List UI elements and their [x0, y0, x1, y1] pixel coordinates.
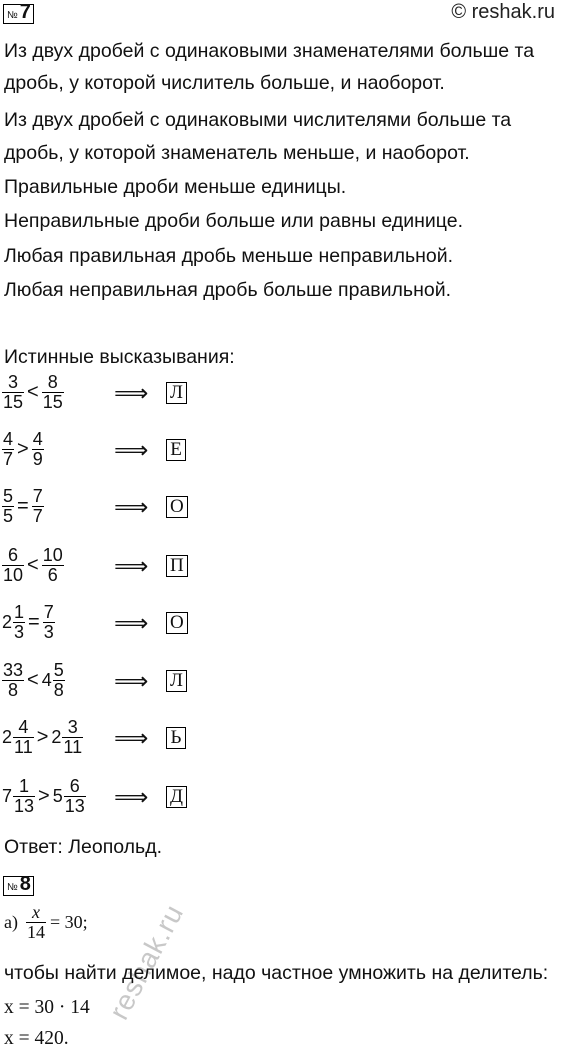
- fraction-numerator: 6: [8, 545, 19, 565]
- comparison-sign: <: [27, 669, 39, 691]
- fraction-denominator: 5: [3, 506, 14, 526]
- mixed-number: [2, 603, 25, 642]
- fraction: [62, 718, 83, 757]
- fraction-numerator: 4: [32, 429, 43, 449]
- explanation-text: чтобы найти делимое, надо частное умножить на делитель:: [4, 962, 549, 984]
- fraction-numerator: 3: [67, 717, 78, 737]
- implies-arrow-icon: ⟹: [114, 666, 149, 695]
- inequality: [2, 546, 114, 585]
- implies-arrow-icon: ⟹: [114, 723, 149, 752]
- answer-letter-box: Л: [166, 382, 187, 404]
- fraction-numerator: 5: [53, 660, 64, 680]
- fraction-denominator: 15: [42, 392, 63, 412]
- fraction-denominator: 15: [3, 392, 24, 412]
- mixed-number: [2, 718, 34, 757]
- fraction-numerator: 4: [18, 717, 29, 737]
- fraction-numerator: 3: [8, 372, 19, 392]
- fraction-numerator: 4: [3, 429, 14, 449]
- inequality: [2, 430, 114, 469]
- whole-part: 4: [41, 670, 52, 690]
- fraction: [43, 603, 55, 642]
- answer-letter-box: О: [166, 612, 188, 634]
- true-statements-heading: Истинные высказывания:: [4, 346, 235, 368]
- statement-row: [2, 777, 202, 816]
- fraction: [2, 430, 14, 469]
- mixed-number: [42, 546, 64, 585]
- answer-letter-box: Д: [166, 786, 187, 808]
- fraction-denominator: 13: [14, 796, 35, 816]
- fraction-numerator: 10: [42, 545, 63, 565]
- fraction-numerator: x: [31, 902, 40, 922]
- inequality: [2, 487, 114, 526]
- inequality: [2, 718, 114, 757]
- implies-arrow-icon: ⟹: [114, 492, 149, 521]
- equation-row: [4, 903, 88, 942]
- rule-line: Правильные дроби меньше единицы.: [4, 176, 347, 198]
- statement-row: [2, 603, 202, 642]
- fraction-denominator: 3: [43, 622, 54, 642]
- inequality: [2, 777, 114, 816]
- implies-arrow-icon: ⟹: [114, 782, 149, 811]
- implies-arrow-icon: ⟹: [114, 551, 149, 580]
- rule-line: дробь, у которой числитель больше, и наоборот.: [4, 72, 445, 94]
- implies-arrow-icon: ⟹: [114, 435, 149, 464]
- fraction-numerator: 5: [3, 486, 14, 506]
- fraction-denominator: 14: [26, 922, 45, 942]
- rule-line: Из двух дробей с одинаковыми числителями больше та: [4, 109, 512, 131]
- fraction-numerator: 1: [19, 776, 30, 796]
- task-number: 7: [19, 1, 30, 23]
- fraction: [13, 718, 34, 757]
- fraction-denominator: 11: [63, 737, 83, 757]
- fraction: [32, 430, 44, 469]
- fraction-denominator: 7: [3, 449, 14, 469]
- answer-letter-box: О: [166, 496, 188, 518]
- rule-line: Любая правильная дробь меньше неправильной.: [4, 245, 454, 267]
- fraction: [2, 661, 24, 700]
- inequality: [2, 373, 114, 412]
- fraction: [13, 777, 35, 816]
- rule-line: Любая неправильная дробь больше правильной.: [4, 279, 452, 301]
- fraction-denominator: 7: [32, 506, 43, 526]
- mixed-number: [2, 777, 35, 816]
- comparison-sign: >: [36, 726, 49, 748]
- solution-step: x = 420.: [4, 1028, 69, 1049]
- answer-letter-box: Л: [166, 670, 187, 692]
- statement-row: [2, 546, 202, 585]
- number-sign: №: [7, 882, 18, 893]
- answer-letter-box: Ь: [166, 727, 186, 749]
- mixed-number: [32, 487, 44, 526]
- fraction-numerator: 6: [69, 776, 80, 796]
- comparison-sign: >: [38, 785, 50, 807]
- comparison-sign: =: [17, 495, 29, 517]
- fraction: [2, 546, 24, 585]
- comparison-sign: <: [27, 381, 39, 403]
- watermark-text: © reshak.ru: [451, 1, 555, 23]
- fraction-denominator: 8: [8, 680, 19, 700]
- equation-rest: = 30;: [49, 912, 88, 932]
- statement-row: [2, 718, 202, 757]
- implies-arrow-icon: ⟹: [114, 608, 149, 637]
- inequality: [2, 603, 114, 642]
- task-number-box: [3, 1, 34, 24]
- fraction-numerator: 33: [3, 660, 24, 680]
- fraction: [42, 546, 64, 585]
- fraction: [2, 373, 24, 412]
- rule-line: Неправильные дроби больше или равны единице.: [4, 210, 463, 232]
- diagonal-watermark: reshak.ru: [103, 898, 190, 1025]
- statement-row: [2, 373, 202, 412]
- fraction-numerator: 7: [32, 486, 43, 506]
- answer-letter-box: Е: [166, 439, 186, 461]
- solution-step: x = 30 · 14: [4, 997, 90, 1018]
- implies-arrow-icon: ⟹: [114, 378, 149, 407]
- mixed-number: [42, 661, 65, 700]
- whole-part: 2: [2, 612, 13, 632]
- whole-part: 5: [52, 786, 63, 806]
- answer-letter-box: П: [166, 555, 188, 577]
- mixed-number: [32, 430, 44, 469]
- mixed-number: [2, 661, 24, 700]
- fraction-denominator: 10: [3, 565, 24, 585]
- fraction-denominator: 3: [14, 622, 25, 642]
- fraction: [32, 487, 44, 526]
- fraction: [42, 373, 64, 412]
- task-number-box-8: [3, 873, 34, 896]
- rule-line: дробь, у которой знаменатель меньше, и наоборот.: [4, 142, 470, 164]
- mixed-number: [2, 430, 14, 469]
- rule-line: Из двух дробей с одинаковыми знаменателями больше та: [4, 40, 535, 62]
- statement-row: [2, 430, 202, 469]
- statement-row: [2, 487, 202, 526]
- number-sign: №: [7, 10, 18, 21]
- part-label: а): [4, 912, 18, 932]
- mixed-number: [43, 603, 55, 642]
- fraction-denominator: 8: [53, 680, 64, 700]
- answer-text: Ответ: Леопольд.: [4, 836, 162, 858]
- comparison-sign: =: [28, 611, 40, 633]
- mixed-number: [2, 487, 14, 526]
- comparison-sign: <: [27, 554, 39, 576]
- fraction-numerator: 7: [43, 602, 54, 622]
- fraction: [64, 777, 86, 816]
- whole-part: 7: [2, 786, 13, 806]
- fraction: [13, 603, 25, 642]
- equation-fraction: [26, 903, 46, 942]
- fraction: [53, 661, 65, 700]
- inequality: [2, 661, 114, 700]
- fraction: [2, 487, 14, 526]
- comparison-sign: >: [17, 438, 29, 460]
- whole-part: 2: [51, 727, 62, 747]
- mixed-number: [53, 777, 86, 816]
- mixed-number: [2, 373, 24, 412]
- fraction-numerator: 1: [14, 602, 25, 622]
- fraction-denominator: 9: [32, 449, 43, 469]
- fraction-numerator: 8: [47, 372, 58, 392]
- mixed-number: [51, 718, 83, 757]
- fraction-denominator: 11: [14, 737, 33, 757]
- mixed-number: [42, 373, 64, 412]
- task-number: 8: [19, 873, 30, 895]
- fraction-denominator: 6: [47, 565, 58, 585]
- statement-row: [2, 661, 202, 700]
- mixed-number: [2, 546, 24, 585]
- whole-part: 2: [2, 727, 13, 747]
- fraction-denominator: 13: [64, 796, 85, 816]
